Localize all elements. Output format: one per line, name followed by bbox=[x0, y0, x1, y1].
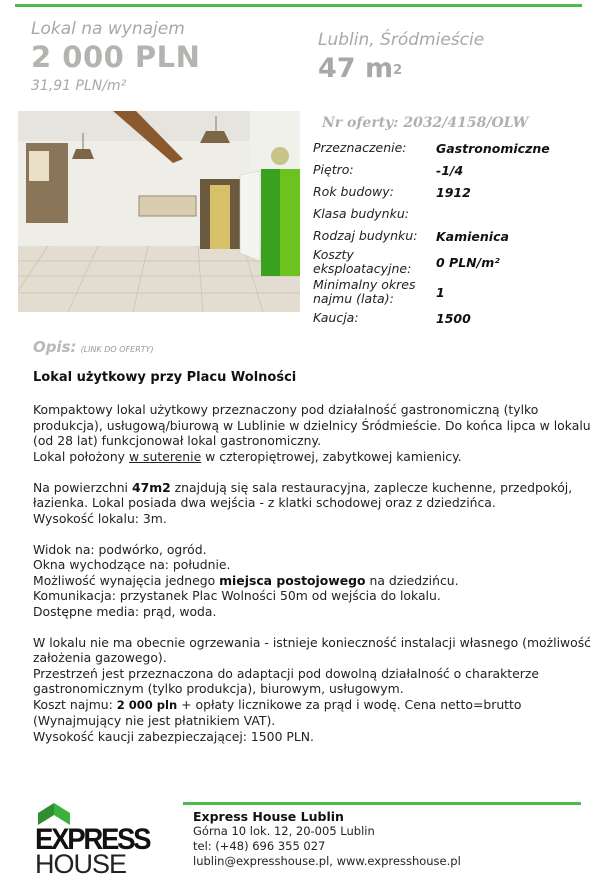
param-row bbox=[313, 247, 583, 277]
param-value: 1912 bbox=[436, 184, 471, 200]
logo-text-express: EXPRESS bbox=[35, 823, 150, 856]
text: Koszt najmu: bbox=[33, 696, 117, 712]
param-key: Klasa budynku: bbox=[313, 206, 409, 221]
text: Dostępne media: prąd, woda. bbox=[33, 603, 217, 619]
param-row bbox=[313, 137, 583, 159]
listing-type: Lokal na wynajem bbox=[31, 19, 185, 39]
bold-text: 47m2 bbox=[131, 479, 171, 495]
logo-text-house: HOUSE bbox=[35, 849, 127, 879]
agency-name: Express House Lublin bbox=[193, 809, 344, 824]
description-paragraph bbox=[33, 402, 593, 464]
param-row bbox=[313, 307, 583, 329]
description-label: Opis: bbox=[33, 338, 77, 356]
property-photo bbox=[18, 111, 300, 312]
area bbox=[318, 52, 484, 86]
param-row bbox=[313, 225, 583, 247]
property-parameters bbox=[313, 137, 583, 329]
param-value: -1/4 bbox=[436, 162, 464, 178]
underlined-text: w suterenie bbox=[128, 448, 202, 464]
param-key: Koszty eksploatacyjne: bbox=[313, 247, 412, 276]
description-header bbox=[33, 337, 154, 356]
text: w czteropiętrowej, zabytkowej kamienicy. bbox=[201, 448, 462, 464]
param-row bbox=[313, 277, 583, 307]
bold-text: miejsca postojowego bbox=[219, 572, 366, 588]
top-accent-line bbox=[15, 4, 582, 7]
text: Wysokość lokalu: 3m. bbox=[33, 510, 167, 526]
price-block bbox=[31, 18, 200, 96]
agency-phone: tel: (+48) 696 355 027 bbox=[193, 839, 326, 853]
text: + opłaty licznikowe za prąd i wodę. Cena netto=brutto (Wynajmujący nie jest płatnikiem VAT). bbox=[33, 696, 522, 728]
description-paragraph bbox=[33, 480, 593, 527]
express-house-logo bbox=[35, 803, 165, 879]
footer-accent-line bbox=[183, 802, 581, 805]
text: W lokalu nie ma obecnie ogrzewania - istnieje konieczność instalacji własnego (możliwość założenia gazowego). bbox=[33, 634, 591, 665]
param-key: Minimalny okres najmu (lata): bbox=[313, 277, 416, 306]
param-key: Rok budowy: bbox=[313, 184, 394, 199]
text: Na powierzchni bbox=[33, 479, 132, 495]
text: Kompaktowy lokal użytkowy przeznaczony pod działalność gastronomiczną (tylko produkcja), usługową/biurową w Lublinie w dzielnicy Śródmieście. Do końca lipca w lokalu (od 28 lat) funkcjonował lokal gastronomiczny. bbox=[33, 402, 591, 448]
description-paragraph bbox=[33, 542, 593, 620]
text: Lokal położony bbox=[33, 448, 129, 464]
rent-amount: 2 000 pln bbox=[116, 697, 182, 712]
location: Lublin, Śródmieście bbox=[318, 30, 485, 50]
param-value: Gastronomiczne bbox=[436, 140, 550, 156]
description-body bbox=[33, 402, 593, 760]
price: 2 000 PLN bbox=[31, 40, 201, 74]
description-title: Lokal użytkowy przy Placu Wolności bbox=[33, 370, 297, 385]
param-value: 1 bbox=[436, 284, 445, 300]
param-key: Kaucja: bbox=[313, 310, 359, 325]
agency-contact bbox=[193, 809, 461, 869]
param-row bbox=[313, 181, 583, 203]
location-block bbox=[318, 28, 484, 86]
param-key: Piętro: bbox=[313, 162, 354, 177]
text: Komunikacja: przystanek Plac Wolności 50m od wejścia do lokalu. bbox=[33, 588, 441, 603]
param-value: 1500 bbox=[436, 310, 471, 326]
house-roof-icon bbox=[38, 803, 70, 825]
text: Przestrzeń jest przeznaczona do adaptacji pod dowolną działalność o charakterze gastronomicznym (tylko produkcja), biurowym, usługowym. bbox=[33, 665, 540, 696]
offer-link[interactable]: (LINK DO OFERTY) bbox=[80, 345, 154, 354]
area-unit-sup: 2 bbox=[393, 63, 403, 78]
agency-address: Górna 10 lok. 12, 20-005 Lublin bbox=[193, 824, 375, 838]
price-per-m2: 31,91 PLN/m² bbox=[31, 78, 127, 94]
text: Wysokość kaucji zabezpieczającej: 1500 PLN. bbox=[33, 728, 314, 744]
text: znajdują się sala restauracyjna, zaplecze kuchenne, przedpokój, łazienka. Lokal posiada dwa wejścia - z klatki schodowej oraz z dziedzińca. bbox=[33, 479, 573, 510]
text: Okna wychodzące na: południe. bbox=[33, 557, 231, 572]
description-paragraph bbox=[33, 635, 593, 745]
param-row bbox=[313, 159, 583, 181]
param-key: Przeznaczenie: bbox=[313, 140, 407, 155]
text: Widok na: podwórko, ogród. bbox=[33, 541, 207, 557]
param-value bbox=[436, 203, 583, 225]
param-value: 0 PLN/m² bbox=[436, 254, 500, 270]
param-value: Kamienica bbox=[436, 228, 509, 244]
param-row bbox=[313, 203, 583, 225]
text: na dziedzińcu. bbox=[365, 572, 459, 588]
text: Możliwość wynajęcia jednego bbox=[33, 572, 220, 588]
area-value: 47 m bbox=[318, 53, 394, 84]
offer-number: Nr oferty: 2032/4158/OLW bbox=[322, 115, 529, 131]
param-key: Rodzaj budynku: bbox=[313, 228, 418, 243]
agency-email-web: lublin@expresshouse.pl, www.expresshouse.pl bbox=[193, 854, 461, 868]
